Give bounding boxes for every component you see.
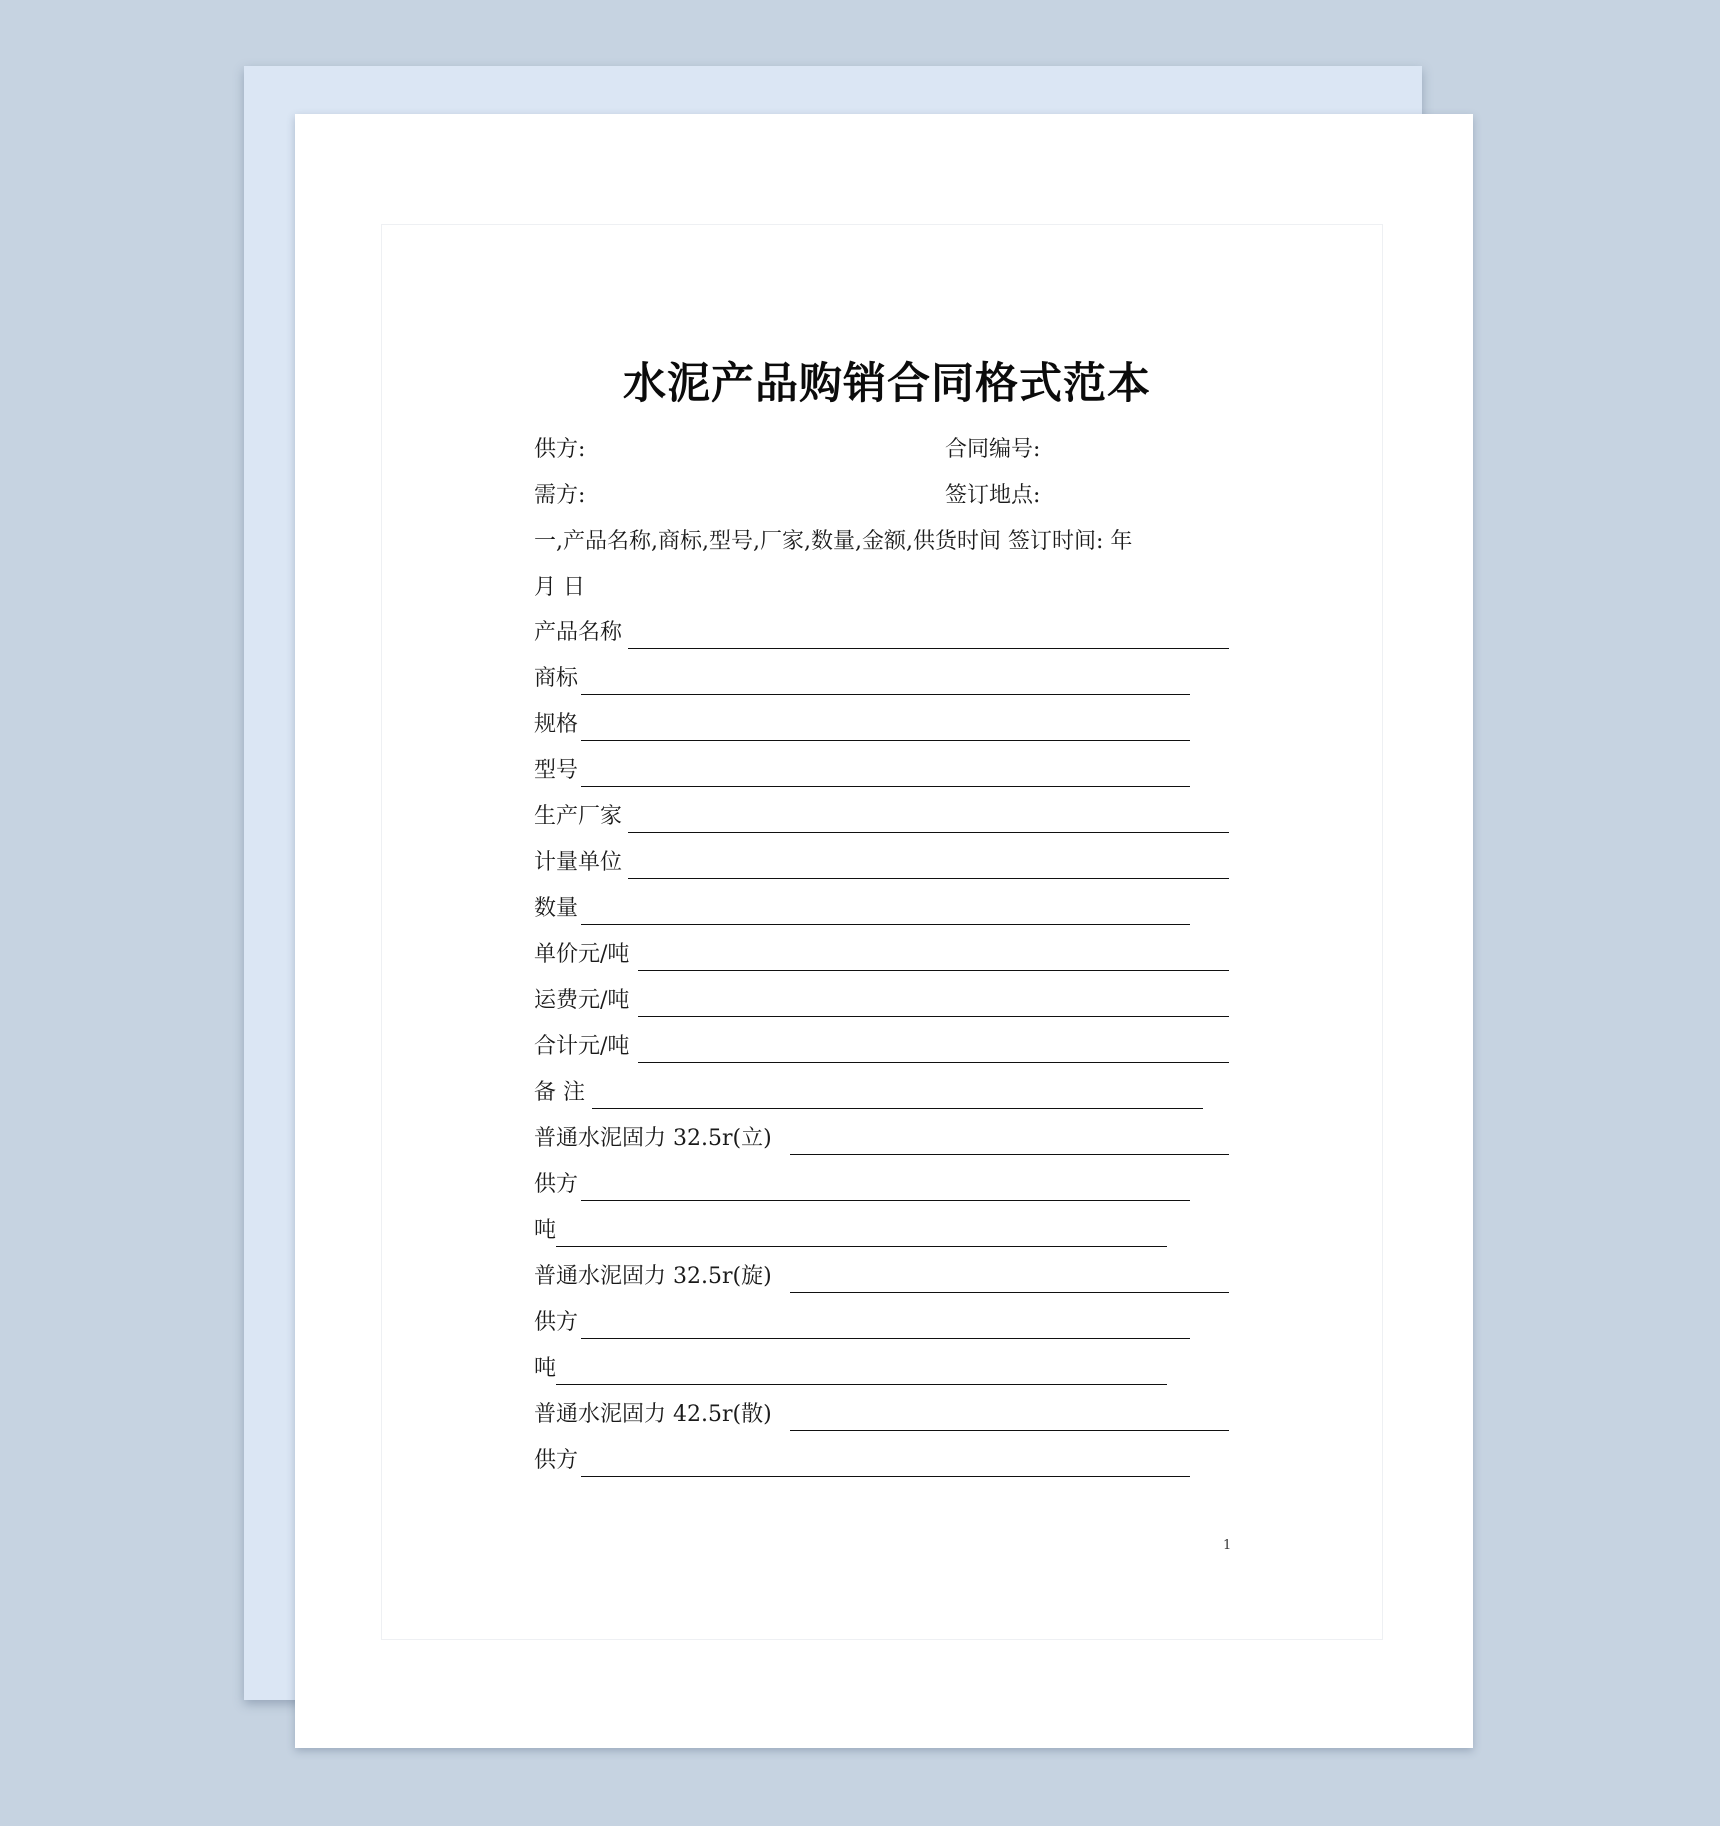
field-model: 型号 xyxy=(534,757,1190,787)
fill-line xyxy=(628,878,1229,879)
field-product-name: 产品名称 xyxy=(534,619,1229,649)
contract-number-label: 合同编号: xyxy=(945,437,1041,462)
fill-line xyxy=(581,1200,1190,1201)
fill-line xyxy=(592,1108,1203,1109)
fill-line xyxy=(628,832,1229,833)
field-unit: 计量单位 xyxy=(534,849,1229,879)
field-ton-1: 吨 xyxy=(534,1217,1167,1247)
field-cement-325r-standing: 普通水泥固力 32.5r(立) xyxy=(534,1125,1229,1155)
field-cement-425r-bulk: 普通水泥固力 42.5r(散) xyxy=(534,1401,1229,1431)
fill-line xyxy=(556,1384,1167,1385)
section-one-date: 月 日 xyxy=(534,575,585,600)
fill-line xyxy=(581,1476,1190,1477)
buyer-label: 需方: xyxy=(534,483,586,508)
field-ton-2: 吨 xyxy=(534,1355,1167,1385)
field-cement-325r-rotary: 普通水泥固力 32.5r(旋) xyxy=(534,1263,1229,1293)
sign-place-label: 签订地点: xyxy=(945,483,1041,508)
field-remarks: 备 注 xyxy=(534,1079,1203,1109)
field-supplier-3: 供方 xyxy=(534,1447,1190,1477)
field-quantity: 数量 xyxy=(534,895,1190,925)
field-trademark: 商标 xyxy=(534,665,1190,695)
fill-line xyxy=(581,924,1190,925)
field-manufacturer: 生产厂家 xyxy=(534,803,1229,833)
page-number: 1 xyxy=(1223,1538,1232,1553)
fill-line xyxy=(790,1154,1229,1155)
fill-line xyxy=(581,786,1190,787)
field-specification: 规格 xyxy=(534,711,1190,741)
fill-line xyxy=(790,1292,1229,1293)
fill-line xyxy=(628,648,1229,649)
fill-line xyxy=(638,1016,1229,1017)
field-supplier-1: 供方 xyxy=(534,1171,1190,1201)
field-supplier-2: 供方 xyxy=(534,1309,1190,1339)
fill-line xyxy=(581,1338,1190,1339)
fill-line xyxy=(581,740,1190,741)
fill-line xyxy=(556,1246,1167,1247)
fill-line xyxy=(638,1062,1229,1063)
field-unit-price: 单价元/吨 xyxy=(534,941,1229,971)
document-page xyxy=(295,114,1473,1748)
section-one-heading: 一,产品名称,商标,型号,厂家,数量,金额,供货时间 签订时间: 年 xyxy=(534,529,1133,554)
page-title: 水泥产品购销合同格式范本 xyxy=(623,359,1151,409)
field-freight: 运费元/吨 xyxy=(534,987,1229,1017)
fill-line xyxy=(638,970,1229,971)
fill-line xyxy=(581,694,1190,695)
fill-line xyxy=(790,1430,1229,1431)
field-total: 合计元/吨 xyxy=(534,1033,1229,1063)
supplier-label: 供方: xyxy=(534,437,586,462)
